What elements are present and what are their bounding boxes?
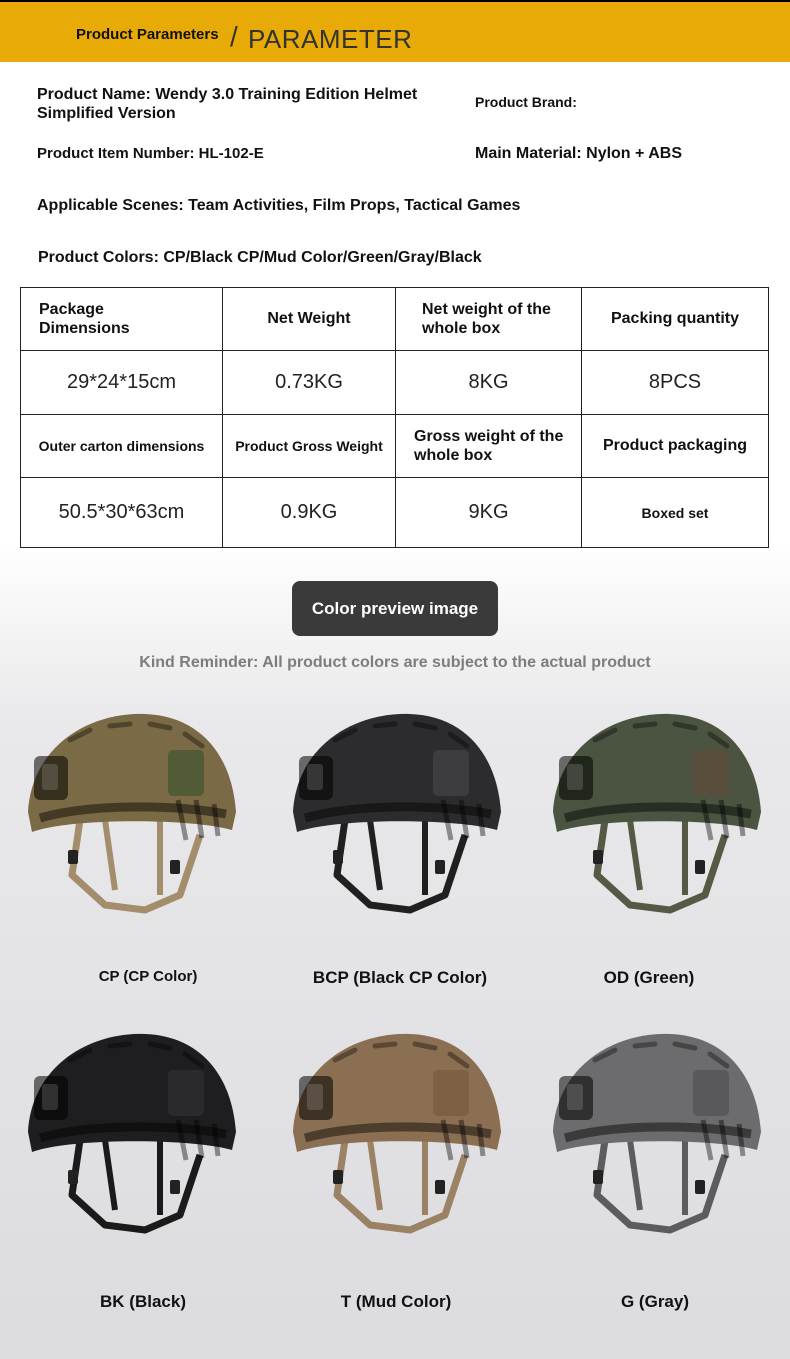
header-net-weight: Net Weight bbox=[223, 288, 396, 351]
helmet-caption: G (Gray) bbox=[620, 1292, 690, 1311]
header-box-net-line1: Net weight of the bbox=[422, 301, 551, 318]
value-package-dimensions: 29*24*15cm bbox=[21, 351, 223, 415]
helmet-t-icon bbox=[275, 1020, 515, 1260]
kind-reminder: Kind Reminder: All product colors are subject to the actual product bbox=[139, 654, 651, 671]
product-name bbox=[37, 85, 417, 123]
value-box-net-weight: 8KG bbox=[396, 351, 582, 415]
header-box-gross-line2: whole box bbox=[414, 447, 493, 464]
header-package-line2: Dimensions bbox=[39, 320, 130, 337]
helmet-bcp-icon bbox=[275, 700, 515, 940]
helmet-bk-icon bbox=[10, 1020, 250, 1260]
header-label: Product Parameters bbox=[76, 26, 219, 43]
table-row bbox=[21, 288, 769, 351]
header-gross-weight: Product Gross Weight bbox=[223, 415, 396, 478]
header-product-packaging: Product packaging bbox=[582, 415, 769, 478]
helmet-caption: T (Mud Color) bbox=[340, 1292, 452, 1311]
applicable-scenes: Applicable Scenes: Team Activities, Film Props, Tactical Games bbox=[37, 197, 521, 214]
helmet-od-icon bbox=[535, 700, 775, 940]
value-product-packaging: Boxed set bbox=[582, 478, 769, 548]
product-brand: Product Brand: bbox=[475, 94, 577, 110]
value-box-gross-weight: 9KG bbox=[396, 478, 582, 548]
header-box-gross-line1: Gross weight of the bbox=[414, 428, 564, 445]
product-colors: Product Colors: CP/Black CP/Mud Color/Green/Gray/Black bbox=[38, 249, 482, 266]
product-name-line1: Product Name: Wendy 3.0 Training Edition Helmet bbox=[37, 86, 418, 103]
header-package-dimensions bbox=[21, 288, 223, 351]
header-band bbox=[0, 0, 790, 62]
product-item-number: Product Item Number: HL-102-E bbox=[37, 145, 264, 162]
value-packing-quantity: 8PCS bbox=[582, 351, 769, 415]
header-box-net-line2: whole box bbox=[422, 320, 501, 337]
header-package-line1: Package bbox=[39, 301, 104, 318]
header-box-gross-weight bbox=[396, 415, 582, 478]
helmet-caption: OD (Green) bbox=[603, 968, 695, 987]
main-material: Main Material: Nylon + ABS bbox=[475, 145, 682, 162]
table-row bbox=[21, 351, 769, 415]
product-name-line2: Simplified Version bbox=[37, 105, 176, 122]
header-separator: / bbox=[230, 21, 238, 52]
helmet-caption: BK (Black) bbox=[100, 1292, 186, 1311]
color-preview-button[interactable]: Color preview image bbox=[292, 581, 498, 636]
helmet-caption: CP (CP Color) bbox=[98, 968, 198, 985]
helmet-cp-icon bbox=[10, 700, 250, 940]
value-gross-weight: 0.9KG bbox=[223, 478, 396, 548]
header-box-net-weight bbox=[396, 288, 582, 351]
spec-table bbox=[20, 287, 769, 548]
value-outer-carton: 50.5*30*63cm bbox=[21, 478, 223, 548]
table-row bbox=[21, 415, 769, 478]
table-row bbox=[21, 478, 769, 548]
header-packing-quantity: Packing quantity bbox=[582, 288, 769, 351]
header-label-en: PARAMETER bbox=[248, 24, 413, 54]
header-outer-carton: Outer carton dimensions bbox=[21, 415, 223, 478]
value-net-weight: 0.73KG bbox=[223, 351, 396, 415]
helmet-g-icon bbox=[535, 1020, 775, 1260]
helmet-caption: BCP (Black CP Color) bbox=[312, 968, 488, 987]
